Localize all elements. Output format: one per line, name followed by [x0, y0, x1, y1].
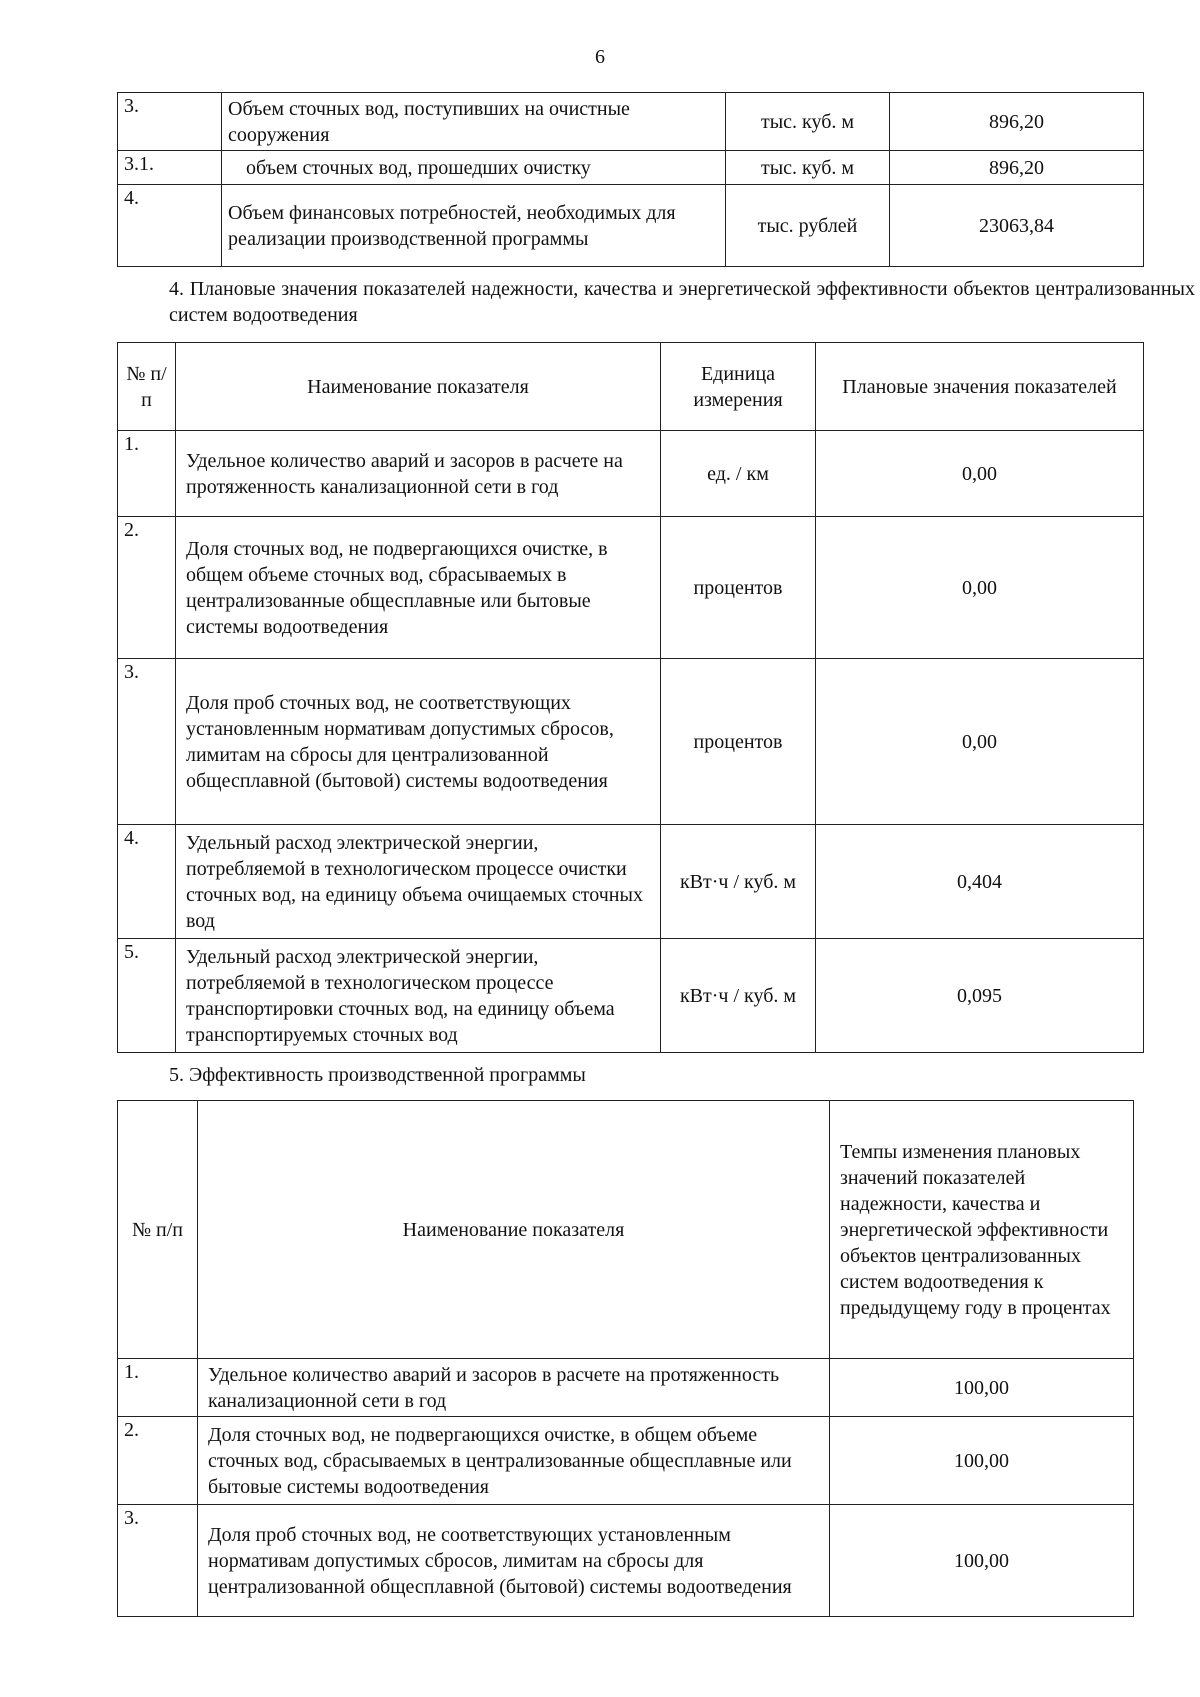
row-number: 3.: [118, 1505, 198, 1617]
table-row: [118, 825, 1144, 939]
value: 0,404: [816, 825, 1144, 939]
program-efficiency-table: [117, 1100, 1134, 1617]
value: 23063,84: [890, 185, 1144, 267]
indicator-name: Объем финансовых потребностей, необходимых для реализации производственной программы: [222, 185, 726, 267]
row-number: 5.: [118, 939, 176, 1053]
section-5-heading: 5. Эффективность производственной программы: [169, 1064, 586, 1086]
value: 0,095: [816, 939, 1144, 1053]
row-number: 2.: [118, 1417, 198, 1505]
header-change-rate: Темпы изменения плановых значений показателей надежности, качества и энергетической эффективности объектов централизованных систем водоотведения к предыдущему году в процентах: [830, 1101, 1134, 1359]
table-row: [118, 939, 1144, 1053]
value: 100,00: [830, 1359, 1134, 1417]
unit: тыс. куб. м: [726, 93, 890, 151]
indicator-name: Доля сточных вод, не подвергающихся очистке, в общем объеме сточных вод, сбрасываемых в централизованные общесплавные или бытовые системы водоотведения: [176, 517, 661, 659]
value: 100,00: [830, 1417, 1134, 1505]
indicator-name: Доля сточных вод, не подвергающихся очистке, в общем объеме сточных вод, сбрасываемых в централизованные общесплавные или бытовые системы водоотведения: [198, 1417, 830, 1505]
indicator-name: Удельное количество аварий и засоров в расчете на протяженность канализационной сети в год: [198, 1359, 830, 1417]
table-row: [118, 1359, 1134, 1417]
indicator-name: Удельный расход электрической энергии, потребляемой в технологическом процессе очистки сточных вод, на единицу объема очищаемых сточных вод: [176, 825, 661, 939]
indicator-name: Удельное количество аварий и засоров в расчете на протяженность канализационной сети в год: [176, 431, 661, 517]
header-indicator-name: Наименование показателя: [176, 343, 661, 431]
unit: тыс. куб. м: [726, 151, 890, 185]
table-row: [118, 1417, 1134, 1505]
header-indicator-name: Наименование показателя: [198, 1101, 830, 1359]
planned-indicators-table: [117, 342, 1144, 1053]
indicator-name: Объем сточных вод, поступивших на очистные сооружения: [222, 93, 726, 151]
row-number: 1.: [118, 431, 176, 517]
unit: тыс. рублей: [726, 185, 890, 267]
row-number: 2.: [118, 517, 176, 659]
table-row: [118, 1505, 1134, 1617]
row-number: 4.: [118, 185, 222, 267]
value: 0,00: [816, 659, 1144, 825]
indicator-name: объем сточных вод, прошедших очистку: [222, 151, 726, 185]
table-header-row: [118, 343, 1144, 431]
indicator-name: Удельный расход электрической энергии, потребляемой в технологическом процессе транспортировки сточных вод, на единицу объема транспортируемых сточных вод: [176, 939, 661, 1053]
table-row: [118, 185, 1144, 267]
row-number: 4.: [118, 825, 176, 939]
unit: процентов: [661, 659, 816, 825]
value: 100,00: [830, 1505, 1134, 1617]
page-number: 6: [595, 46, 605, 68]
header-unit: Единица измерения: [661, 343, 816, 431]
table-row: [118, 659, 1144, 825]
unit: кВт·ч / куб. м: [661, 939, 816, 1053]
table-row: [118, 431, 1144, 517]
header-number: № п/п: [118, 343, 176, 431]
value: 0,00: [816, 517, 1144, 659]
row-number: 3.1.: [118, 151, 222, 185]
table-row: [118, 93, 1144, 151]
header-planned-value: Плановые значения показателей: [816, 343, 1144, 431]
section-4-heading: 4. Плановые значения показателей надежности, качества и энергетической эффективности объектов централизованных систем водоотведения: [169, 278, 1195, 326]
value: 896,20: [890, 93, 1144, 151]
value: 896,20: [890, 151, 1144, 185]
table-row: [118, 151, 1144, 185]
header-number: № п/п: [118, 1101, 198, 1359]
production-volume-table: [117, 92, 1144, 267]
row-number: 1.: [118, 1359, 198, 1417]
unit: кВт·ч / куб. м: [661, 825, 816, 939]
unit: процентов: [661, 517, 816, 659]
indicator-name: Доля проб сточных вод, не соответствующих установленным нормативам допустимых сбросов, лимитам на сбросы для централизованной общесплавной (бытовой) системы водоотведения: [176, 659, 661, 825]
unit: ед. / км: [661, 431, 816, 517]
indicator-name: Доля проб сточных вод, не соответствующих установленным нормативам допустимых сбросов, лимитам на сбросы для централизованной общесплавной (бытовой) системы водоотведения: [198, 1505, 830, 1617]
row-number: 3.: [118, 93, 222, 151]
value: 0,00: [816, 431, 1144, 517]
table-header-row: [118, 1101, 1134, 1359]
row-number: 3.: [118, 659, 176, 825]
table-row: [118, 517, 1144, 659]
